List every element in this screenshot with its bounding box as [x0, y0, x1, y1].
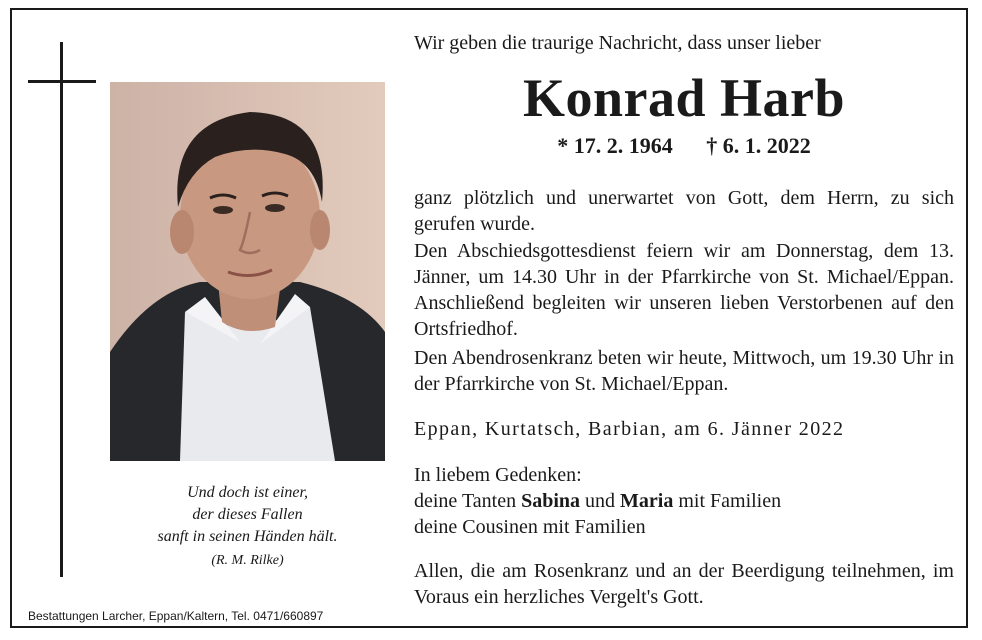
- mourners-line: deine Cousinen mit Familien: [414, 516, 646, 538]
- birth-date: * 17. 2. 1964: [557, 133, 673, 158]
- mourners-text: deine Tanten: [414, 490, 522, 512]
- life-dates: [414, 130, 954, 162]
- quote-line: der dieses Fallen: [192, 506, 303, 523]
- mourners-text: mit Familien: [673, 490, 782, 512]
- funeral-home-footer: Bestattungen Larcher, Eppan/Kaltern, Tel. 0471/660897: [28, 609, 324, 623]
- death-date: † 6. 1. 2022: [706, 133, 811, 158]
- quote-line: Und doch ist einer,: [187, 484, 308, 501]
- mourners-list: [414, 462, 954, 540]
- thanks-paragraph: Allen, die am Rosenkranz und an der Beerdigung teilnehmen, im Voraus ein herzliches Vergelt's Gott.: [414, 560, 954, 608]
- portrait-photo: [110, 82, 385, 461]
- mourner-name: Sabina: [521, 490, 581, 512]
- memory-heading: In liebem Gedenken:: [414, 464, 582, 486]
- quote-source: (R. M. Rilke): [211, 553, 284, 568]
- rilke-quote: [110, 482, 385, 572]
- quote-line: sanft in seinen Händen hält.: [157, 528, 338, 545]
- paragraph-rosary: Den Abendrosenkranz beten wir heute, Mittwoch, um 19.30 Uhr in der Pfarrkirche von St. Michael/Eppan.: [414, 347, 954, 395]
- deceased-name: Konrad Harb: [522, 68, 846, 128]
- paragraph-service: Den Abschiedsgottesdienst feiern wir am Donnerstag, dem 13. Jänner, um 14.30 Uhr in der Pfarrkirche von St. Michael/Eppan. Anschließend begleiten wir unseren lieben Verstorbenen auf den Ortsfriedhof.: [414, 240, 954, 340]
- mourners-line: [414, 488, 954, 514]
- mourner-name: Maria: [620, 490, 674, 512]
- mourners-text: und: [580, 490, 621, 512]
- intro-text: Wir geben die traurige Nachricht, dass unser lieber: [414, 32, 821, 54]
- place-and-date: Eppan, Kurtatsch, Barbian, am 6. Jänner 2022: [414, 418, 845, 440]
- paragraph-death: ganz plötzlich und unerwartet von Gott, dem Herrn, zu sich gerufen wurde.: [414, 187, 954, 235]
